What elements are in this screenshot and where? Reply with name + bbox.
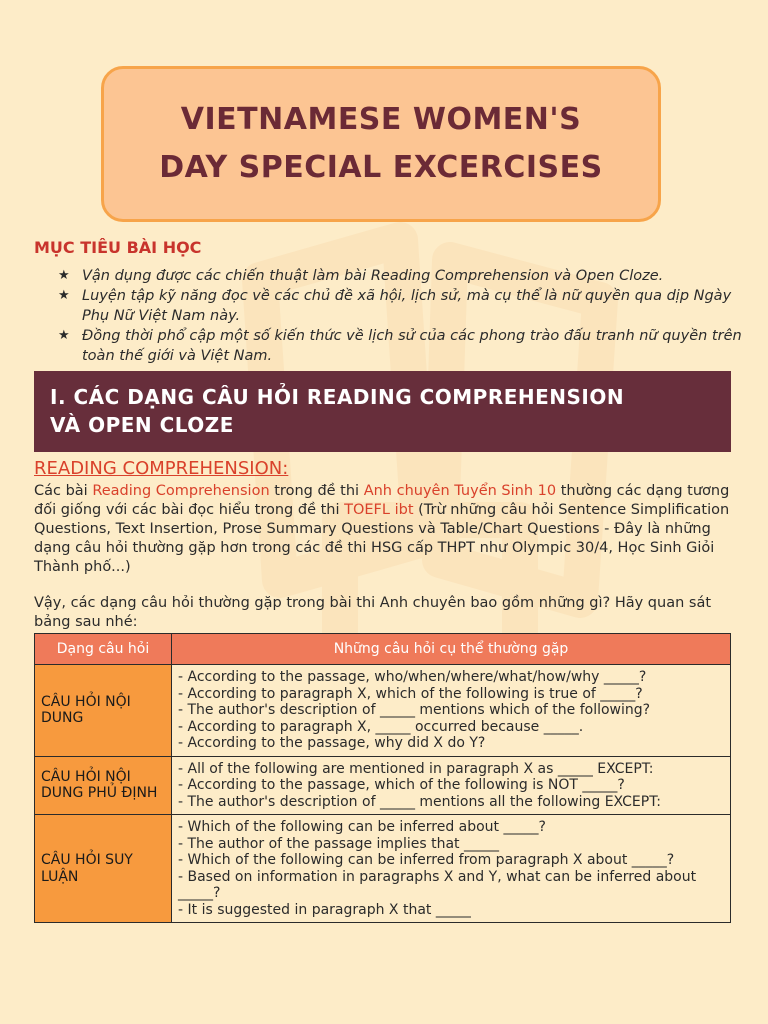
table-row [35, 815, 731, 923]
reading-heading: READING COMPREHENSION: [34, 458, 289, 479]
question-line: - All of the following are mentioned in paragraph X as _____ EXCEPT: [178, 760, 654, 777]
question-line: - According to the passage, why did X do Y? [178, 735, 486, 751]
questions-cell [172, 815, 731, 923]
section-title-line-2: VÀ OPEN CLOZE [50, 413, 234, 437]
goals-list [58, 266, 748, 366]
question-line: - The author's description of _____ mentions which of the following? [178, 702, 651, 718]
section-banner [34, 371, 731, 452]
star-icon: ★ [58, 288, 70, 303]
section-title-line-1: I. CÁC DẠNG CÂU HỎI READING COMPREHENSION [50, 385, 625, 409]
questions-cell [172, 665, 731, 757]
question-line: - It is suggested in paragraph X that _____ [178, 901, 471, 918]
question-line: - Which of the following can be inferred about _____? [178, 819, 546, 835]
table-header-row [35, 634, 731, 665]
questions-cell [172, 756, 731, 815]
table-header-type: Dạng câu hỏi [35, 634, 172, 665]
question-types-table [34, 633, 731, 923]
goal-item: ★ Vận dụng được các chiến thuật làm bài Reading Comprehension và Open Cloze. [58, 268, 664, 284]
star-icon: ★ [58, 268, 70, 283]
table-row [35, 665, 731, 757]
star-icon: ★ [58, 328, 70, 343]
title-box [101, 66, 661, 222]
question-line: - According to paragraph X, _____ occurred because _____. [178, 718, 584, 735]
table-header-questions: Những câu hỏi cụ thể thường gặp [172, 634, 731, 665]
highlight-text: TOEFL ibt [344, 502, 414, 518]
question-type-cell: CÂU HỎI NỘI DUNG [35, 665, 172, 757]
reading-intro-paragraph: Các bài Reading Comprehension trong đề thi Anh chuyên Tuyển Sinh 10 thường các dạng tương đối giống với các bài đọc hiểu trong đề thi TOEFL ibt (Trừ những câu hỏi Sentence Simplification Questions, Text Insertion, Prose Summary Questions và Table/Chart Questions - Đây là những dạng câu hỏi thường gặp hơn trong các đề thi HSG cấp THPT như Olympic 30/4, Học Sinh Giỏi Thành phố...) [34, 483, 730, 575]
question-type-cell: CÂU HỎI NỘI DUNG PHỦ ĐỊNH [35, 756, 172, 815]
reading-question-paragraph: Vậy, các dạng câu hỏi thường gặp trong bài thi Anh chuyên bao gồm những gì? Hãy quan sát bảng sau nhé: [34, 595, 712, 630]
question-line: - According to the passage, which of the following is NOT _____? [178, 777, 625, 793]
question-line: - Based on information in paragraphs X and Y, what can be inferred about _____? [178, 868, 697, 901]
question-line: - According to paragraph X, which of the following is true of _____? [178, 685, 643, 702]
question-line: - The author of the passage implies that _____ [178, 835, 499, 852]
title-line-1: VIETNAMESE WOMEN'S [180, 102, 582, 137]
goal-item: ★ Đồng thời phổ cập một số kiến thức về lịch sử của các phong trào đấu tranh nữ quyền trên toàn thế giới và Việt Nam. [58, 328, 742, 364]
question-type-cell: CÂU HỎI SUY LUẬN [35, 815, 172, 923]
goal-item: ★ Luyện tập kỹ năng đọc về các chủ đề xã hội, lịch sử, mà cụ thể là nữ quyền qua dịp Ngày Phụ Nữ Việt Nam này. [58, 288, 732, 324]
goals-heading: MỤC TIÊU BÀI HỌC [34, 238, 202, 257]
question-line: - Which of the following can be inferred from paragraph X about _____? [178, 852, 675, 868]
question-line: - The author's description of _____ mentions all the following EXCEPT: [178, 793, 661, 810]
highlight-text: Reading Comprehension [92, 483, 270, 499]
title-line-2: DAY SPECIAL EXCERCISES [159, 150, 603, 185]
table-row [35, 756, 731, 815]
highlight-text: Anh chuyên Tuyển Sinh 10 [363, 483, 557, 499]
question-line: - According to the passage, who/when/where/what/how/why _____? [178, 669, 647, 685]
